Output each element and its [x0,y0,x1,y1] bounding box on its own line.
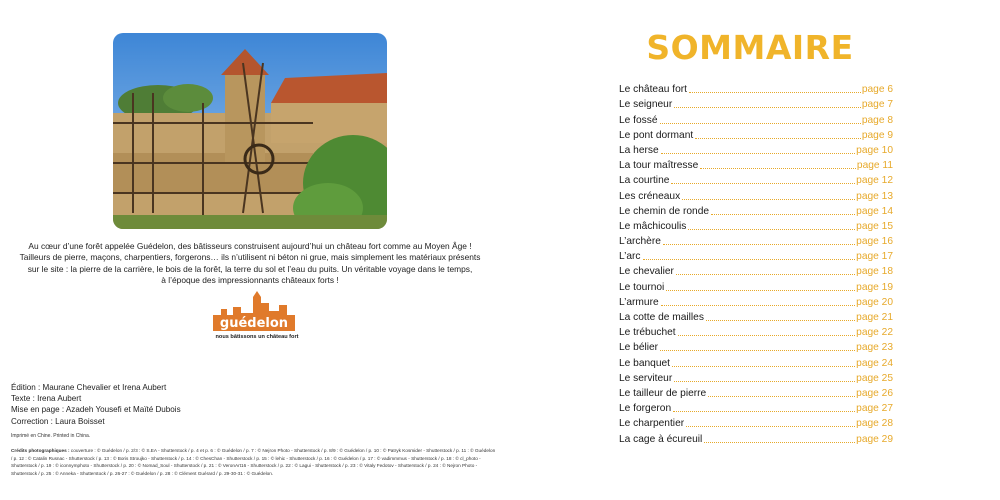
toc-entry-page: page 6 [861,84,893,96]
toc-entry[interactable] [619,385,893,400]
toc-leader-dots [704,442,855,443]
castle-construction-photo [113,33,387,229]
toc-entry-page: page 12 [856,175,893,187]
toc-leader-dots [660,123,861,124]
toc-entry-label: La cage à écureuil [619,433,703,445]
toc-leader-dots [673,411,855,412]
toc-entry-page: page 18 [856,266,893,278]
toc-entry-page: page 19 [856,281,893,293]
toc-entry[interactable] [619,354,893,369]
toc-entry[interactable] [619,400,893,415]
toc-entry-page: page 11 [856,160,893,172]
toc-entry-label: La courtine [619,175,670,187]
toc-leader-dots [706,320,855,321]
toc-leader-dots [661,305,856,306]
toc-entry-page: page 20 [856,296,893,308]
toc-entry-page: page 10 [856,144,893,156]
toc-entry-page: page 14 [856,205,893,217]
toc-entry[interactable] [619,187,893,202]
toc-entry[interactable] [619,294,893,309]
toc-entry-page: page 13 [856,190,893,202]
toc-entry[interactable] [619,339,893,354]
photo-credits-text: couverture : © Guédelon / p. 2/3 : © S.EA - Shutterstock / p. 4 et p. 6 : © Guédelon / p. 7 : © Nejron Photo - Shutterstock / p. 8/9 : © Guédelon / p. 10 : © Patryk Kosmider - Shutterstock / p. 11 : © Guédelon / p. 12 : © Catalin Rusnac - Shutterstock / p. 13 : © Boris Stroujko - Shutterstock / p. 14 : © ChesChan - Shutterstock / p. 15 : © lehic - Shutterstock / p. 16 : © Guédelon / p. 17 : © vadimmmus - Shutterstock / p. 18 : © cl_photo - Shutterstock / p. 19 : © iconnymphoto - Shutterstock / p. 20 : © Nomad_Soul - Shutterstock / p. 21 : © VeronArt16 - Shutterstock / p. 22 : © Lagui - Shutterstock / p. 23 : © Vitaly Fedotov - Shutterstock / p. 24 : © Nejron Photo - Shutterstock / p. 25 : © Anneka - Shutterstock / p. 26-27 : © Guédelon / p. 28 : © Clément Guérard / p. 29-30-31 : © Guédelon. [11,448,496,476]
toc-leader-dots [695,138,861,139]
toc-entry[interactable] [619,111,893,126]
toc-leader-dots [689,92,861,93]
toc-entry-page: page 16 [856,236,893,248]
intro-line: à l’époque des impressionnants châteaux forts ! [161,274,339,285]
toc-leader-dots [643,259,856,260]
toc-entry-label: Le charpentier [619,418,685,430]
toc-entry-label: Le forgeron [619,403,672,415]
toc-entry[interactable] [619,430,893,445]
toc-entry-page: page 25 [856,372,893,384]
toc-leader-dots [676,274,855,275]
intro-text [10,241,490,286]
toc-entry-label: Le fossé [619,114,658,126]
intro-line: Au cœur d’une forêt appelée Guédelon, des bâtisseurs construisent aujourd’hui un château fort comme au Moyen Âge ! [28,241,472,251]
toc-entry-page: page 21 [856,312,893,323]
toc-entry-label: La herse [619,144,659,156]
toc-entry-page: page 23 [856,342,893,354]
toc-entry-page: page 26 [856,387,893,399]
printed-in-notice: Imprimé en Chine. Printed in China. [11,433,91,439]
toc-entry[interactable] [619,218,893,233]
toc-entry-page: page 17 [856,251,893,263]
toc-entry-label: Le chevalier [619,266,674,278]
toc-entry-page: page 8 [861,114,893,126]
toc-entry-label: Le seigneur [619,99,673,111]
intro-line: sur le site : la pierre de la carrière, le bois de la forêt, la terre du sol et l’eau du puits. Un véritable voyage dans le temps, [27,263,473,274]
toc-entry-label: Le bélier [619,342,659,354]
toc-entry[interactable] [619,157,893,172]
toc-leader-dots [711,214,855,215]
toc-entry-page: page 9 [861,129,893,141]
logo-tagline: nous bâtissons un château fort [215,334,299,340]
toc-entry-label: Le tournoi [619,281,665,293]
toc-entry[interactable] [619,278,893,293]
intro-line: Tailleurs de pierre, maçons, charpentiers, forgerons… ils n’utilisent ni béton ni grue, mais simplement les matériaux présents [19,252,481,263]
toc-leader-dots [674,381,855,382]
toc-entry-label: Le chemin de ronde [619,205,710,217]
toc-entry-label: Le trébuchet [619,327,676,339]
toc-leader-dots [663,244,855,245]
toc-leader-dots [672,366,855,367]
toc-leader-dots [666,290,855,291]
toc-leader-dots [682,199,855,200]
toc-entry-page: page 27 [856,403,893,415]
toc-entry-label: L’arc [619,251,641,263]
toc-leader-dots [708,396,855,397]
toc-entry[interactable] [619,81,893,96]
toc-entry-page: page 15 [856,220,893,232]
toc-entry-page: page 24 [856,357,893,369]
toc-entry-label: Les créneaux [619,190,681,202]
toc-entry-page: page 28 [856,418,893,430]
credit-line: Mise en page : Azadeh Yousefi et Maïté Dubois [11,405,181,415]
toc-leader-dots [686,426,855,427]
toc-leader-dots [660,350,855,351]
toc-leader-dots [671,183,855,184]
toc-entry-label: Le serviteur [619,372,673,384]
toc-leader-dots [688,229,855,230]
toc-entry-page: page 22 [856,327,893,339]
toc-leader-dots [674,107,861,108]
toc-leader-dots [661,153,856,154]
toc-entry-label: La cotte de mailles [619,312,704,323]
toc-entry-label: L’archère [619,236,661,248]
credit-line: Édition : Maurane Chevalier et Irena Aubert [11,383,167,392]
logo-wordmark: guédelon [219,316,289,331]
toc-entry-page: page 29 [856,433,893,445]
toc-entry[interactable] [619,127,893,142]
toc-entry[interactable] [619,309,893,324]
toc-leader-dots [700,168,856,169]
toc-entry-label: Le banquet [619,357,670,369]
photo-credits [11,447,496,477]
toc-entry-label: Le mâchicoulis [619,220,687,232]
toc-entry[interactable] [619,263,893,278]
toc-entry[interactable] [619,248,893,263]
toc-entry-label: La tour maîtresse [619,160,699,172]
toc-entry-label: Le château fort [619,84,687,96]
toc-entry[interactable] [619,233,893,248]
credit-line: Correction : Laura Boisset [11,416,105,426]
toc-entry-label: L’armure [619,296,659,308]
photo-credits-label: Crédits photographiques : [11,448,70,453]
table-of-contents [619,81,893,446]
toc-entry-page: page 7 [861,99,893,111]
toc-entry[interactable] [619,172,893,187]
toc-entry[interactable] [619,203,893,218]
toc-entry[interactable] [619,142,893,157]
toc-entry[interactable] [619,415,893,430]
toc-entry[interactable] [619,324,893,339]
toc-entry[interactable] [619,370,893,385]
edition-credits [11,382,181,427]
toc-entry[interactable] [619,96,893,111]
toc-leader-dots [678,335,856,336]
toc-title: SOMMAIRE [646,28,854,67]
credit-line: Texte : Irena Aubert [11,394,82,404]
toc-entry-label: Le pont dormant [619,129,694,141]
toc-entry-label: Le tailleur de pierre [619,387,707,399]
right-page [500,0,1000,500]
